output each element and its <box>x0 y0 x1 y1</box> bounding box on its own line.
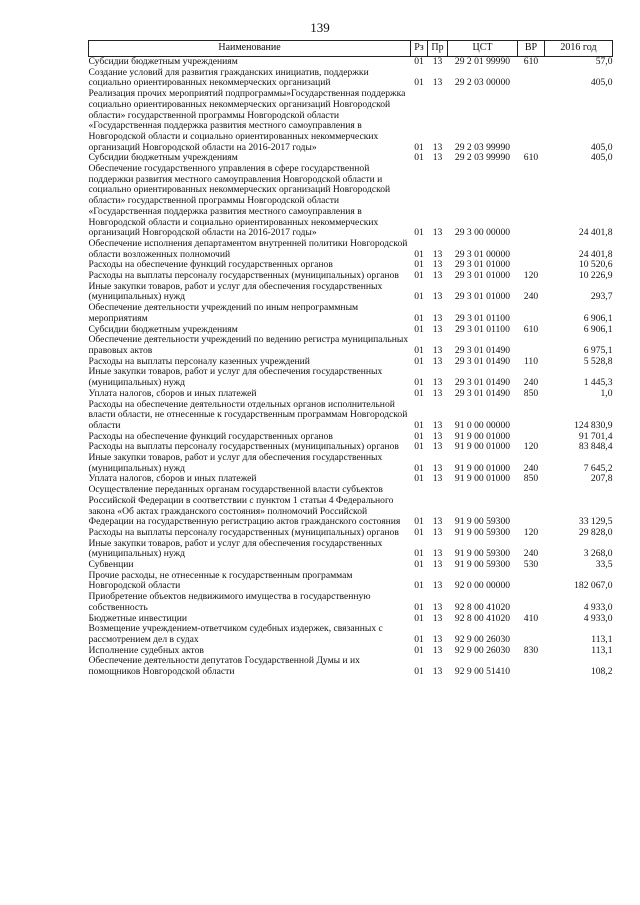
row-pr: 13 <box>432 227 443 239</box>
row-pr: 13 <box>432 462 443 474</box>
table-row <box>89 571 613 592</box>
row-rz: 01 <box>414 441 424 453</box>
row-vr: 240 <box>523 291 539 303</box>
row-cst: 91 9 00 01000 <box>454 462 511 474</box>
header-pr: Пр <box>428 41 448 57</box>
row-name: Осуществление переданных органам государственной власти субъектов Российской Федерации в соответствии с пунктом 1 статьи 4 Федерального закона «Об актах гражданского состояния» полномочий Российской Федерации на государственную регистрацию актов гражданского состояния <box>88 484 401 528</box>
row-amount: 3 268,0 <box>583 548 613 560</box>
row-vr <box>518 164 545 239</box>
row-name: Иные закупки товаров, работ и услуг для обеспечения государственных (муниципальных) нужд <box>88 280 383 303</box>
row-rz: 01 <box>414 419 424 431</box>
row-vr <box>518 239 545 260</box>
row-pr: 13 <box>432 430 443 442</box>
row-vr: 120 <box>523 526 539 538</box>
row-cst: 91 9 00 59300 <box>454 526 511 538</box>
row-pr: 13 <box>432 612 443 624</box>
row-pr: 13 <box>432 312 443 324</box>
row-rz: 01 <box>414 548 424 560</box>
row-cst: 29 3 01 01490 <box>454 377 511 389</box>
row-cst: 91 9 00 59300 <box>454 516 511 528</box>
row-vr: 610 <box>523 56 539 67</box>
row-name: Расходы на выплаты персоналу государственных (муниципальных) органов <box>88 526 399 538</box>
row-cst: 29 3 01 01490 <box>454 387 511 399</box>
row-vr: 410 <box>523 612 539 624</box>
row-vr <box>518 485 545 528</box>
row-amount: 405,0 <box>590 141 613 153</box>
header-name: Наименование <box>89 41 411 57</box>
row-amount: 6 975,1 <box>583 344 613 356</box>
row-name: Расходы на обеспечение деятельности отдельных органов исполнительной власти области, не отнесенные к государственным программам Новгородской области <box>88 398 408 431</box>
row-vr: 610 <box>523 152 539 164</box>
row-vr <box>518 335 545 356</box>
row-name: Расходы на выплаты персоналу казенных учреждений <box>88 355 310 367</box>
row-pr: 13 <box>432 270 443 282</box>
row-amount: 33 129,5 <box>578 516 613 528</box>
row-name: Уплата налогов, сборов и иных платежей <box>88 473 257 485</box>
row-cst: 29 3 01 01490 <box>454 344 511 356</box>
row-name: Приобретение объектов недвижимого имущества в государственную собственность <box>88 591 371 613</box>
budget-table <box>88 40 613 678</box>
row-pr: 13 <box>432 377 443 389</box>
row-pr: 13 <box>432 141 443 153</box>
row-vr <box>518 624 545 645</box>
row-rz: 01 <box>414 270 424 282</box>
row-amount: 33,5 <box>595 559 613 571</box>
row-pr: 13 <box>432 248 443 260</box>
row-name: Обеспечение деятельности учреждений по ведению регистра муниципальных правовых актов <box>88 334 409 356</box>
row-rz: 01 <box>414 612 424 624</box>
row-amount: 405,0 <box>590 77 613 89</box>
row-amount: 405,0 <box>590 152 613 164</box>
row-name: Обеспечение исполнения департаментом внутренней политики Новгородской области возложенных полномочий <box>88 237 408 260</box>
row-name: Возмещение учреждением-ответчиком судебных издержек, связанных с рассмотрением дел в судах <box>88 623 383 645</box>
row-name: Субсидии бюджетным учреждениям <box>88 56 238 67</box>
row-amount: 10 520,6 <box>578 259 613 271</box>
table-row <box>89 282 613 303</box>
row-rz: 01 <box>414 56 424 67</box>
row-name: Расходы на обеспечение функций государственных органов <box>88 259 333 271</box>
row-pr: 13 <box>432 419 443 431</box>
table-row <box>89 624 613 645</box>
row-rz: 01 <box>414 516 424 528</box>
row-cst: 29 3 01 01000 <box>454 259 511 271</box>
row-pr: 13 <box>432 291 443 303</box>
row-name: Субсидии бюджетным учреждениям <box>88 152 238 164</box>
row-name: Субвенции <box>88 559 134 571</box>
row-amount: 7 645,2 <box>583 462 613 474</box>
row-cst: 92 0 00 00000 <box>454 580 511 592</box>
row-pr: 13 <box>432 344 443 356</box>
row-pr: 13 <box>432 516 443 528</box>
row-vr: 530 <box>523 559 539 571</box>
row-name: Субсидии бюджетным учреждениям <box>88 323 238 335</box>
row-pr: 13 <box>432 633 443 645</box>
row-name: Обеспечение деятельности депутатов Государственной Думы и их помощников Новгородской области <box>88 655 360 678</box>
header-vr: ВР <box>518 41 545 57</box>
row-rz: 01 <box>414 152 424 164</box>
table-row <box>89 303 613 324</box>
table-row <box>89 164 613 239</box>
row-vr: 120 <box>523 441 539 453</box>
row-rz: 01 <box>414 644 424 656</box>
row-amount: 91 701,4 <box>578 430 613 442</box>
page-number: 139 <box>310 20 330 35</box>
row-amount: 207,8 <box>590 473 613 485</box>
row-cst: 91 9 00 01000 <box>454 441 511 453</box>
row-pr: 13 <box>432 580 443 592</box>
row-rz: 01 <box>414 248 424 260</box>
row-amount: 4 933,0 <box>583 612 613 624</box>
table-row <box>89 592 613 613</box>
row-rz: 01 <box>414 77 424 89</box>
row-vr: 850 <box>523 473 539 485</box>
row-cst: 91 9 00 59300 <box>454 559 511 571</box>
row-name: Обеспечение деятельности учреждений по иным непрограммным мероприятиям <box>88 302 359 324</box>
table-row <box>89 485 613 528</box>
header-cst: ЦСТ <box>448 41 518 57</box>
row-cst: 29 3 00 00000 <box>454 227 511 239</box>
table-row <box>89 539 613 560</box>
row-amount: 24 401,8 <box>578 248 613 260</box>
table-row <box>89 239 613 260</box>
row-amount: 293,7 <box>590 291 613 303</box>
row-amount: 4 933,0 <box>583 601 613 613</box>
header-rz: Рз <box>411 41 428 57</box>
row-pr: 13 <box>432 559 443 571</box>
row-rz: 01 <box>414 377 424 389</box>
row-vr <box>518 68 545 89</box>
row-vr: 240 <box>523 548 539 560</box>
row-pr: 13 <box>432 601 443 613</box>
row-cst: 29 2 01 99990 <box>454 56 511 67</box>
row-cst: 29 3 01 01000 <box>454 270 511 282</box>
row-name: Расходы на выплаты персоналу государственных (муниципальных) органов <box>88 441 399 453</box>
row-cst: 29 3 01 00000 <box>454 248 511 260</box>
row-rz: 01 <box>414 580 424 592</box>
row-amount: 182 067,0 <box>574 580 613 592</box>
row-pr: 13 <box>432 473 443 485</box>
row-pr: 13 <box>432 644 443 656</box>
row-pr: 13 <box>432 77 443 89</box>
row-pr: 13 <box>432 152 443 164</box>
row-cst: 92 8 00 41020 <box>454 601 511 613</box>
table-row <box>89 400 613 432</box>
row-amount: 24 401,8 <box>578 227 613 239</box>
row-vr: 240 <box>523 462 539 474</box>
row-rz: 01 <box>414 312 424 324</box>
table-header <box>89 41 613 57</box>
row-amount: 5 528,8 <box>583 355 613 367</box>
row-pr: 13 <box>432 355 443 367</box>
row-vr <box>518 656 545 677</box>
table-row <box>89 89 613 153</box>
table-body <box>89 57 613 678</box>
row-vr: 120 <box>523 270 539 282</box>
row-name: Иные закупки товаров, работ и услуг для обеспечения государственных (муниципальных) нужд <box>88 452 383 474</box>
row-amount: 6 906,1 <box>583 312 613 324</box>
row-cst: 91 0 00 00000 <box>454 419 511 431</box>
row-rz: 01 <box>414 141 424 153</box>
row-cst: 29 2 03 99990 <box>454 141 511 153</box>
row-amount: 108,2 <box>590 666 613 678</box>
row-cst: 29 3 01 01490 <box>454 355 511 367</box>
row-vr <box>518 592 545 613</box>
row-cst: 91 9 00 01000 <box>454 430 511 442</box>
row-vr: 240 <box>523 377 539 389</box>
row-rz: 01 <box>414 387 424 399</box>
row-vr: 830 <box>523 644 539 656</box>
row-amount: 57,0 <box>595 56 613 67</box>
row-pr: 13 <box>432 323 443 335</box>
row-rz: 01 <box>414 291 424 303</box>
row-pr: 13 <box>432 548 443 560</box>
row-pr: 13 <box>432 259 443 271</box>
header-year: 2016 год <box>545 41 613 57</box>
row-name: Обеспечение государственного управления в сфере государственной поддержки развития местного самоуправления Новгородской области и социально ориентированных некоммерческих организаций Новгородской области» государственной программы Новгородской области «Государственная поддержка развития местного самоуправления в Новгородской области и социально ориентированных некоммерческих организаций Новгородской области на 2016-2017 годы» <box>88 163 391 239</box>
row-vr <box>518 400 545 432</box>
row-name: Уплата налогов, сборов и иных платежей <box>88 387 257 399</box>
row-rz: 01 <box>414 473 424 485</box>
row-amount: 29 828,0 <box>578 526 613 538</box>
row-name: Расходы на выплаты персоналу государственных (муниципальных) органов <box>88 270 399 282</box>
row-rz: 01 <box>414 601 424 613</box>
row-cst: 29 3 01 01100 <box>455 323 510 335</box>
row-pr: 13 <box>432 387 443 399</box>
row-vr <box>518 571 545 592</box>
row-name: Бюджетные инвестиции <box>88 612 187 624</box>
row-cst: 29 3 01 01000 <box>454 291 511 303</box>
row-name: Исполнение судебных актов <box>88 644 204 656</box>
row-cst: 92 8 00 41020 <box>454 612 511 624</box>
row-vr <box>518 89 545 153</box>
row-cst: 29 3 01 01100 <box>455 312 510 324</box>
row-pr: 13 <box>432 441 443 453</box>
row-vr: 850 <box>523 387 539 399</box>
table-row <box>89 453 613 474</box>
table-row <box>89 367 613 388</box>
row-amount: 83 848,4 <box>578 441 613 453</box>
row-pr: 13 <box>432 526 443 538</box>
row-rz: 01 <box>414 227 424 239</box>
row-cst: 91 9 00 59300 <box>454 548 511 560</box>
row-rz: 01 <box>414 526 424 538</box>
table-row <box>89 335 613 356</box>
row-cst: 92 9 00 51410 <box>454 666 511 678</box>
row-rz: 01 <box>414 559 424 571</box>
row-amount: 124 830,9 <box>574 419 613 431</box>
row-rz: 01 <box>414 355 424 367</box>
table-row <box>89 656 613 677</box>
row-cst: 91 9 00 01000 <box>454 473 511 485</box>
row-pr: 13 <box>432 666 443 678</box>
row-vr <box>518 303 545 324</box>
row-name: Иные закупки товаров, работ и услуг для обеспечения государственных (муниципальных) нужд <box>88 366 383 389</box>
row-vr: 610 <box>523 323 539 335</box>
row-rz: 01 <box>414 259 424 271</box>
row-name: Иные закупки товаров, работ и услуг для обеспечения государственных (муниципальных) нужд <box>88 537 383 560</box>
row-amount: 1,0 <box>600 387 613 399</box>
row-rz: 01 <box>414 462 424 474</box>
row-amount: 113,1 <box>591 644 613 656</box>
row-cst: 92 9 00 26030 <box>454 633 511 645</box>
row-name: Реализация прочих мероприятий подпрограммы»Государственная поддержка социально ориентированных некоммерческих организаций Новгородской области» государственной программы Новгородской области «Государственная поддержка развития местного самоуправления в Новгородской области и социально ориентированных некоммерческих организаций Новгородской области на 2016-2017 годы» <box>88 88 406 153</box>
row-cst: 29 2 03 00000 <box>454 77 511 89</box>
row-name: Прочие расходы, не отнесенные к государственным программам Новгородской области <box>88 569 353 592</box>
table-row <box>89 68 613 89</box>
row-name: Создание условий для развития гражданских инициатив, поддержки социально ориентированных некоммерческих организаций <box>88 66 369 89</box>
row-pr: 13 <box>432 56 443 67</box>
row-rz: 01 <box>414 344 424 356</box>
row-amount: 10 226,9 <box>578 270 613 282</box>
row-cst: 92 9 00 26030 <box>454 644 511 656</box>
row-amount: 6 906,1 <box>583 323 613 335</box>
row-amount: 1 445,3 <box>583 377 613 389</box>
row-name: Расходы на обеспечение функций государственных органов <box>88 430 333 442</box>
row-rz: 01 <box>414 430 424 442</box>
row-cst: 29 2 03 99990 <box>454 152 511 164</box>
row-rz: 01 <box>414 666 424 678</box>
row-amount: 113,1 <box>591 633 613 645</box>
row-vr: 110 <box>523 355 539 367</box>
row-rz: 01 <box>414 633 424 645</box>
row-rz: 01 <box>414 323 424 335</box>
table-row <box>89 389 613 400</box>
